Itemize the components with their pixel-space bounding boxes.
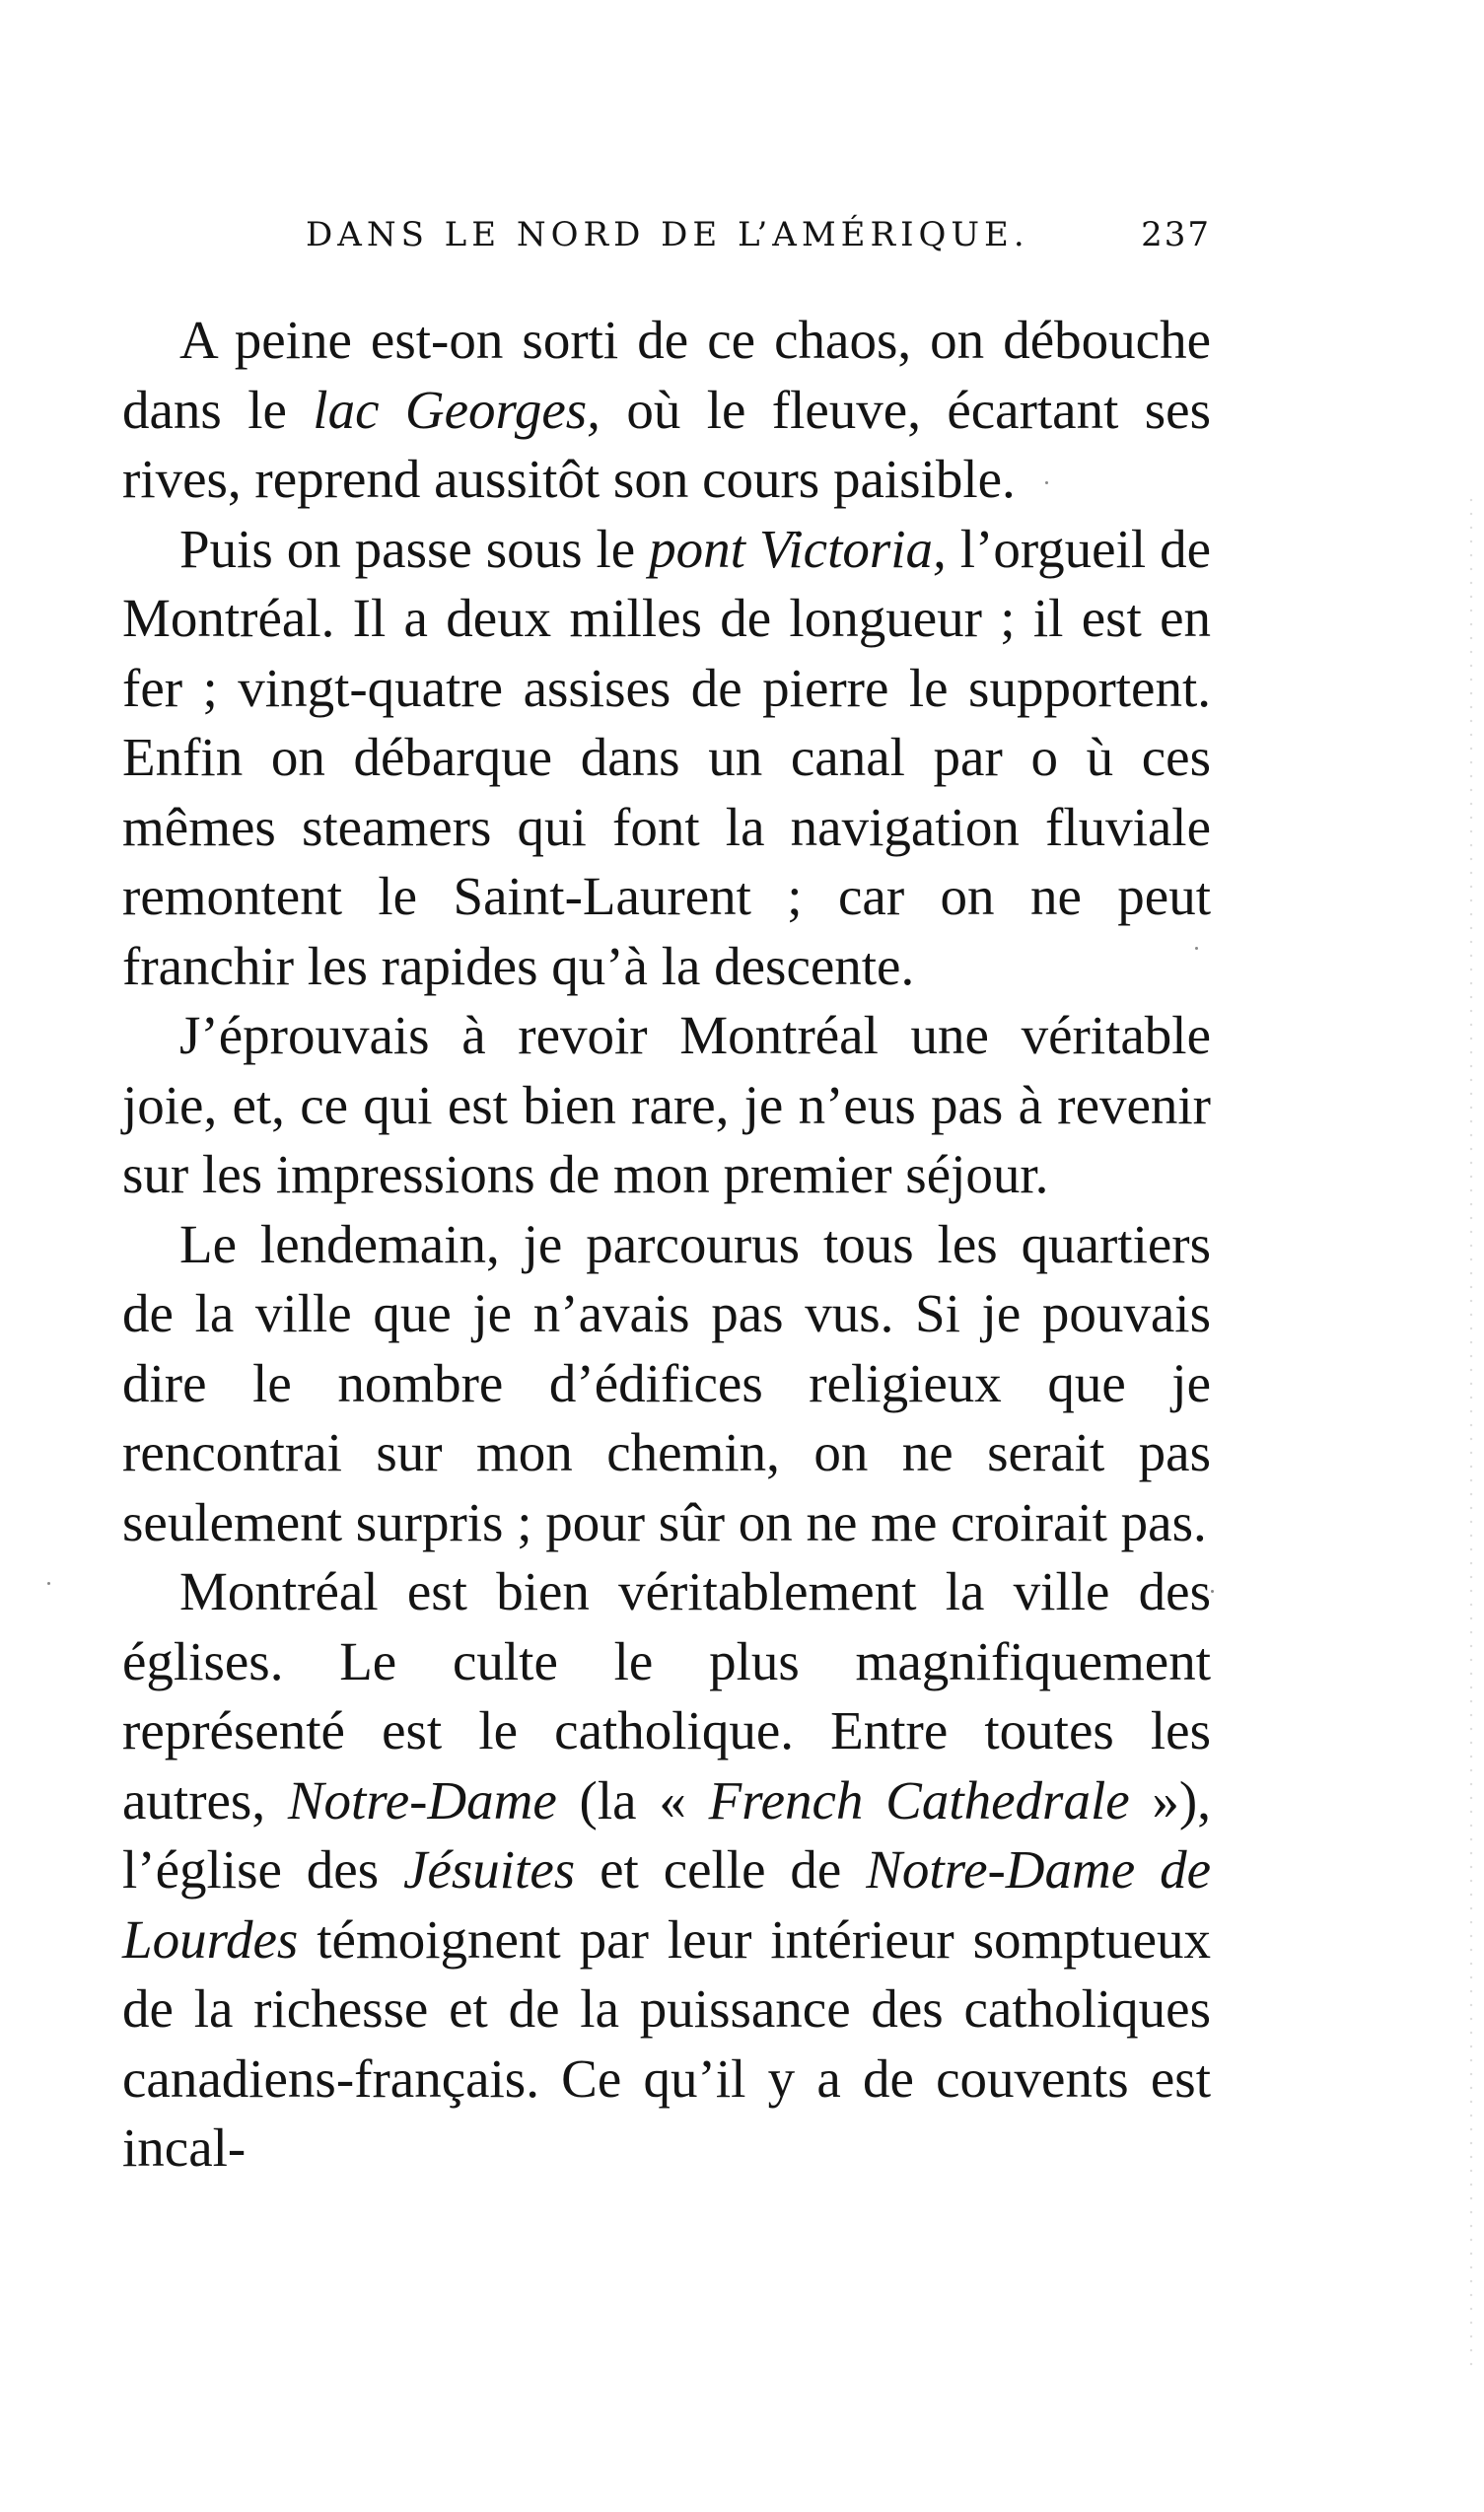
page-number: 237 bbox=[1141, 215, 1211, 254]
text-segment: et celle de bbox=[575, 1839, 867, 1900]
text-segment: A peine est-on sorti de ce chaos, on débouche dans le bbox=[122, 310, 1211, 440]
paper-speck bbox=[47, 1582, 50, 1585]
italic-place-name: pont Victoria, bbox=[649, 518, 947, 579]
paper-speck bbox=[1211, 1590, 1214, 1593]
text-segment: »), l’église des bbox=[122, 1769, 1211, 1900]
scan-margin-noise bbox=[1468, 493, 1474, 2367]
paragraph-3 bbox=[122, 1001, 1211, 1210]
italic-place-name: lac Georges, bbox=[313, 379, 601, 440]
paper-speck bbox=[1195, 947, 1198, 950]
text-segment: Montréal est bien véritablement la ville des églises. Le culte le plus magnifiquement représenté est le catholique. Entre toutes les autres, bbox=[122, 1561, 1211, 1830]
text-segment: témoignent par leur intérieur somptueux de la richesse et de la puissance des catholiques canadiens-français. Ce qu’il y a de couvents est incal- bbox=[122, 1908, 1211, 2178]
text-segment: Le lendemain, je parcourus tous les quartiers de la ville que je n’avais pas vus. Si je pouvais dire le nombre d’édifices religieux que je rencontrai sur mon chemin, on ne serait pas seulement surpris ; pour sûr on ne me croirait pas. bbox=[122, 1213, 1211, 1552]
running-title: DANS LE NORD DE L’AMÉRIQUE. bbox=[306, 215, 1029, 254]
text-segment: J’éprouvais à revoir Montréal une véritable joie, et, ce qui est bien rare, je n’eus pas à revenir sur les impressions de mon premier séjour. bbox=[122, 1005, 1211, 1204]
page-header bbox=[122, 215, 1211, 274]
paragraph-2 bbox=[122, 515, 1211, 1002]
italic-church-name: Notre-Dame bbox=[287, 1769, 557, 1830]
text-segment: (la « bbox=[556, 1769, 709, 1830]
italic-church-name: Notre-Dame de Lourdes bbox=[122, 1839, 1211, 1970]
body-text bbox=[122, 306, 1211, 2184]
text-segment: où le fleuve, écartant ses rives, reprend aussitôt son cours paisible. bbox=[122, 379, 1211, 509]
paragraph-4 bbox=[122, 1210, 1211, 1558]
italic-church-name: Jésuites bbox=[403, 1839, 576, 1900]
italic-church-name: French Cathedrale bbox=[708, 1769, 1130, 1830]
paragraph-5 bbox=[122, 1557, 1211, 2184]
text-segment: Puis on passe sous le bbox=[179, 518, 650, 579]
paper-speck bbox=[1045, 481, 1048, 484]
text-segment: l’orgueil de Montréal. Il a deux milles de longueur ; il est en fer ; vingt-quatre assises de pierre le supportent. Enfin on débarque dans un canal par o ù ces mêmes steamers qui font la navigation fluviale remontent le Saint-Laurent ; car on ne peut franchir les rapides qu’à la descente. bbox=[122, 518, 1211, 996]
